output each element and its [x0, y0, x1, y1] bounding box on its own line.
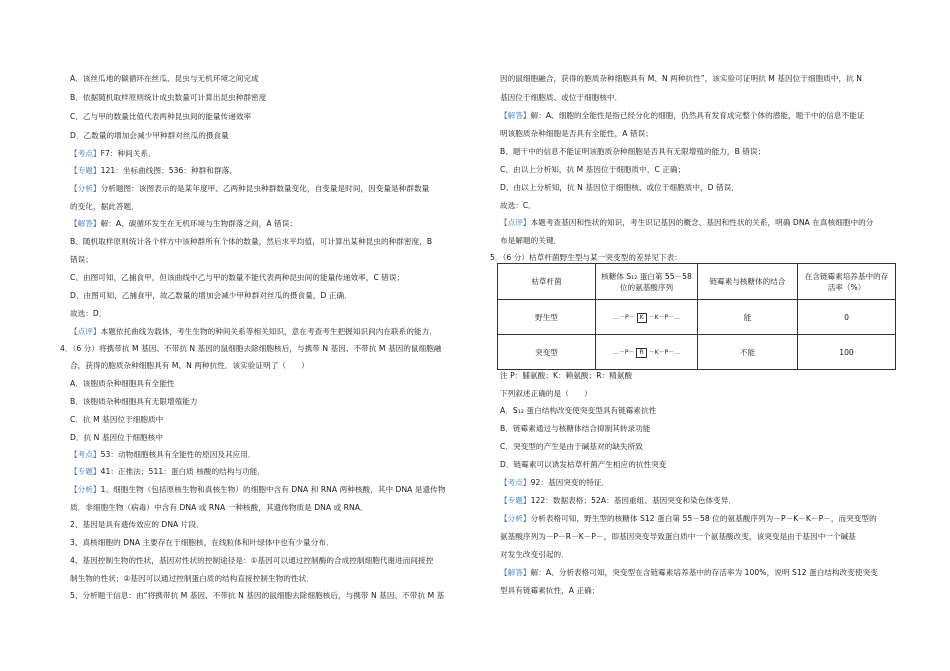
text-line: 氨基酸序列为－P－R－K－P－，即基因突变导致蛋白质中一个氨基酸改变，该突变是由于基因中一个碱基	[500, 532, 856, 541]
ribosome-binding: 不能	[698, 335, 798, 370]
text-line: 【专题】41：正推法；511：蛋白质 核酸的结构与功能．	[70, 467, 266, 476]
text-line: 4．（6 分）将携带抗 M 基因、不带抗 N 基因的鼠细胞去除细胞核后，与携带 N 基因、不带抗 M 基因的鼠细胞融	[60, 344, 442, 353]
text-line: 因的鼠细胞融合，获得的胞质杂种细胞具有 M、N 两种抗性”，该实验可证明抗 M 基因位于细胞质中，抗 N	[500, 74, 862, 83]
text-line: 【分析】分析题图：该图表示的是某年度甲、乙两种昆虫种群数量变化，自变量是时间，因变量是种群数量	[70, 184, 430, 193]
amino-acid-sequence	[596, 300, 698, 335]
text-line: 2、基因是具有遗传效应的 DNA 片段．	[70, 520, 204, 529]
mutation-comparison-table	[497, 263, 896, 370]
section-tag: 【考点】	[500, 478, 531, 487]
section-tag: 【分析】	[70, 485, 101, 494]
text-line: 【点评】本题依托曲线为载体，考生生物的种间关系等相关知识，意在考查考生把握知识间内在联系的能力．	[70, 327, 437, 336]
text-line: 布是解题的关键．	[500, 236, 562, 245]
text-line: 【考点】53：动物细胞核具有全能性的原因及其应用．	[70, 450, 256, 459]
text-line: 【解答】解：A、分析表格可知，突变型在含链霉素培养基中的存活率为 100%，说明 S12 蛋白结构改变使突变	[500, 568, 878, 577]
section-tag: 【解答】	[70, 219, 101, 228]
survival-rate: 100	[798, 335, 896, 370]
section-tag: 【专题】	[70, 166, 101, 175]
text-line: 错误；	[70, 255, 93, 264]
text-line: 合，获得的胞质杂种细胞具有 M、N 两种抗性．该实验证明了（ ）	[70, 361, 309, 370]
text-line: 【点评】本题考查基因和性状的知识，考生识记基因的概念、基因和性状的关系，明确 DNA 在真核细胞中的分	[500, 218, 874, 227]
section-tag: 【点评】	[70, 327, 101, 336]
text-line: B．该胞质杂种细胞具有无限增殖能力	[70, 397, 198, 406]
text-line: 【专题】122：数据表格；52A：基因重组、基因突变和染色体变异．	[500, 496, 737, 505]
sequence-left: …－P－	[612, 349, 635, 356]
strain-name: 野生型	[498, 300, 596, 335]
text-line: 下列叙述正确的是（ ）	[500, 389, 592, 398]
text-line: 质．非细胞生物（病毒）中含有 DNA 或 RNA 一种核酸，其遗传物质是 DNA 或 RNA．	[70, 503, 368, 512]
table-row-wild-type	[498, 300, 896, 335]
text-line: 基因位于细胞质、或位于细胞核中．	[500, 93, 623, 102]
sequence-highlight: R	[636, 348, 646, 358]
text-line: 的变化，据此答题．	[70, 202, 139, 211]
text-line: 故选：D．	[70, 309, 107, 318]
text-line: 制生物的性状；②基因可以通过控制蛋白质的结构直接控制生物的性状．	[70, 574, 314, 583]
section-tag: 【分析】	[70, 184, 101, 193]
text-line: 【分析】分析表格可知，野生型的核糖体 S12 蛋白第 55－58 位的氨基酸序列为－P－K－K－P－，而突变型的	[500, 514, 877, 523]
text-line: 【考点】F7：种间关系．	[70, 149, 156, 158]
text-line: 【考点】92：基因突变的特征．	[500, 478, 610, 487]
sequence-right: －K－P－…	[648, 349, 681, 356]
text-line: A．该丝瓜地的碳循环在丝瓜、昆虫与无机环境之间完成	[70, 74, 259, 83]
section-tag: 【专题】	[70, 467, 101, 476]
text-line: 5．（6 分）枯草杆菌野生型与某一突变型的差异见下表：	[490, 253, 682, 262]
text-line: 5、分析题干信息：由“将携带抗 M 基因、不带抗 N 基因的鼠细胞去除细胞核后，与携带 N 基因、不带抗 M 基	[70, 591, 445, 600]
text-line: C、由图可知，乙捕食甲，但该曲线中乙与甲的数量不能代表两种昆虫间的能量传递效率，C 错误；	[70, 273, 405, 282]
text-line: B、题干中的信息不能证明该胞质杂种细胞是否具有无限增殖的能力，B 错误；	[500, 147, 766, 156]
section-tag: 【考点】	[70, 149, 101, 158]
text-line: C．乙与甲的数量比值代表两种昆虫间的能量传递效率	[70, 112, 252, 121]
text-line: B．依据随机取样原则统计成虫数量可计算出昆虫种群密度	[70, 93, 267, 102]
text-line: D、由以上分析知，抗 N 基因位于细胞核、或位于细胞质中，D 错误．	[500, 183, 739, 192]
text-line: 【解答】解：A、细胞的全能性是指已经分化的细胞，仍然具有发育成完整个体的潜能，题干中的信息不能证	[500, 111, 865, 120]
section-tag: 【解答】	[500, 111, 531, 120]
table-header-survival: 在含链霉素培养基中的存活率（%）	[798, 264, 896, 300]
table-row-mutant	[498, 335, 896, 370]
table-header-strain: 枯草杆菌	[498, 264, 596, 300]
section-tag: 【点评】	[500, 218, 531, 227]
amino-acid-sequence	[596, 335, 698, 370]
strain-name: 突变型	[498, 335, 596, 370]
section-tag: 【考点】	[70, 450, 101, 459]
text-line: B、随机取样原则统计各个样方中该种群所有个体的数量，然后求平均值，可计算出某种昆虫的种群密度，B	[70, 237, 433, 246]
text-line: 【专题】121：坐标曲线图；536：种群和群落．	[70, 166, 237, 175]
text-line: D．乙数量的增加会减少甲种群对丝瓜的摄食量	[70, 131, 229, 140]
text-line: 3、真核细胞的 DNA 主要存在于细胞核，在线粒体和叶绿体中也有少量分布．	[70, 538, 334, 547]
sequence-highlight: K	[637, 313, 647, 323]
text-line: D．抗 N 基因位于细胞核中	[70, 433, 163, 442]
text-line: D．链霉素可以诱发枯草杆菌产生相应的抗性突变	[500, 460, 667, 469]
section-tag: 【分析】	[500, 514, 531, 523]
table-header-row	[498, 264, 896, 300]
text-line: 4、基因控制生物的性状，基因对性状的控制途径是：①基因可以通过控制酶的合成控制细胞代谢进而间接控	[70, 556, 434, 565]
text-line: C．突变型的产生是由于碱基对的缺失所致	[500, 442, 643, 451]
sequence-left: …－P－	[612, 314, 635, 321]
text-line: 【解答】解：A、碳循环发生在无机环境与生物群落之间，A 错误；	[70, 219, 297, 228]
text-line: 【分析】1、细胞生物（包括原核生物和真核生物）的细胞中含有 DNA 和 RNA 两种核酸，其中 DNA 是遗传物	[70, 485, 446, 494]
section-tag: 【专题】	[500, 496, 531, 505]
section-tag: 【解答】	[500, 568, 531, 577]
text-line: 型具有链霉素抗性，A 正确；	[500, 586, 600, 595]
text-line: C．抗 M 基因位于细胞质中	[70, 415, 164, 424]
text-line: 注 P：脯氨酸；K：赖氨酸；R：精氨酸	[500, 371, 633, 380]
text-line: D、由图可知，乙捕食甲，故乙数量的增加会减少甲种群对丝瓜的摄食量，D 正确．	[70, 291, 352, 300]
table-header-sequence: 核糖体 S₁₂ 蛋白第 55－58 位的氨基酸序列	[596, 264, 698, 300]
text-line: C、由以上分析知，抗 M 基因位于细胞质中，C 正确；	[500, 165, 686, 174]
survival-rate: 0	[798, 300, 896, 335]
text-line: 明该胞质杂种细胞是否具有全能性，A 错误；	[500, 129, 653, 138]
table-header-binding: 链霉素与核糖体的结合	[698, 264, 798, 300]
text-line: A．该胞质杂种细胞具有全能性	[70, 379, 175, 388]
text-line: A．S₁₂ 蛋白结构改变使突变型具有链霉素抗性	[500, 406, 657, 415]
text-line: 故选：C．	[500, 201, 536, 210]
text-line: B．链霉素通过与核糖体结合抑制其转录功能	[500, 424, 651, 433]
ribosome-binding: 能	[698, 300, 798, 335]
sequence-right: －K－P－…	[648, 314, 681, 321]
text-line: 对发生改变引起的．	[500, 550, 569, 559]
